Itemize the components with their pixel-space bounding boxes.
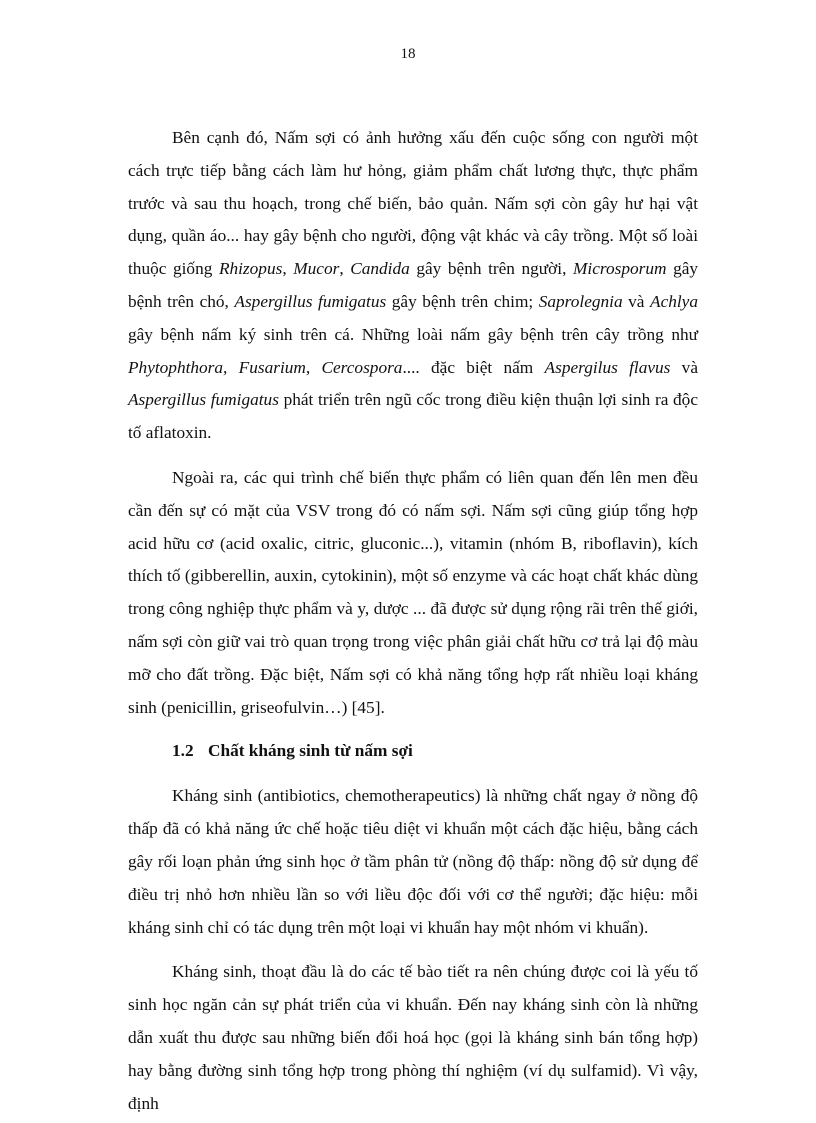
species-rhizopus: Rhizopus: [218, 259, 283, 279]
species-aspergilus-flavus: Aspergilus flavus: [544, 357, 671, 377]
paragraph-antibiotic-definition: Kháng sinh (antibiotics, chemotherapeutics) là những chất ngay ở nồng độ thấp đã có khả năng ức chế hoặc tiêu diệt vi khuẩn một cách đặc hiệu, bằng cách gây rối loạn phản ứng sinh học ở tầm phân tử (nồng độ thấp: nồng độ sử dụng để điều trị nhỏ hơn nhiều lần so với liều độc đối với cơ thể người; đặc hiệu: mỗi kháng sinh chỉ có tác dụng trên một loại vi khuẩn hay một nhóm vi khuẩn).: [128, 786, 698, 937]
text-run: và: [670, 357, 698, 377]
text-run: và: [622, 291, 651, 311]
species-candida: Candida: [350, 259, 410, 279]
species-saprolegnia: Saprolegnia: [538, 291, 623, 311]
paragraph-fungi-benefits: Ngoài ra, các qui trình chế biến thực phẩm có liên quan đến lên men đều cần đến sự có mặt của VSV trong đó có nấm sợi. Nấm sợi cũng giúp tổng hợp acid hữu cơ (acid oxalic, citric, gluconic...), vitamin (nhóm B, riboflavin), kích thích tố (gibberellin, auxin, cytokinin), một số enzyme và các hoạt chất khác dùng trong công nghiệp thực phẩm và y, dược ... đã được sử dụng rộng rãi trên thế giới, nấm sợi còn giữ vai trò quan trọng trong việc phân giải chất hữu cơ trả lại độ màu mỡ cho đất trồng. Đặc biệt, Nấm sợi có khả năng tổng hợp rất nhiều loại kháng sinh (penicillin, griseofulvin…) [45].: [128, 467, 698, 717]
text-run: gây bệnh trên chim;: [386, 291, 539, 311]
section-number: 1.2: [172, 741, 194, 761]
text-run: phát triển trên ngũ cốc trong điều kiện thuận lợi sinh ra độc tố aflatoxin.: [128, 390, 698, 443]
species-aspergillus-fumigatus: Aspergillus fumigatus: [128, 390, 279, 410]
species-phytophthora: Phytophthora: [128, 357, 224, 377]
text-run: .... đặc biệt nấm: [402, 357, 545, 377]
text-run: gây bệnh trên chó,: [128, 259, 699, 311]
text-run: Bên cạnh đó, Nấm sợi có ảnh hưởng xấu đến cuộc sống con người một cách trực tiếp bằng cách làm hư hỏng, giảm phẩm chất lương thực, thực phẩm trước và sau thu hoạch, trong chế biến, bảo quản. Nấm sợi còn gây hư hại vật dụng, quần áo... hay gây bệnh cho người, động vật khác và cây trồng. Một số loài thuộc giống: [128, 128, 698, 279]
species-fusarium: Fusarium: [238, 357, 306, 377]
species-microsporum: Microsporum: [573, 259, 667, 279]
text-run: gây bệnh trên người,: [409, 259, 574, 279]
section-heading: [128, 736, 698, 766]
text-run: gây bệnh nấm ký sinh trên cá. Những loài nấm gây bệnh trên cây trồng như: [128, 324, 698, 344]
section-title: Chất kháng sinh từ nấm sợi: [208, 741, 413, 761]
page-content: [128, 0, 698, 1120]
paragraph-antibiotic-origin: Kháng sinh, thoạt đầu là do các tế bào tiết ra nên chúng được coi là yếu tố sinh học ngăn cản sự phát triển của vi khuẩn. Đến nay kháng sinh còn là những dẫn xuất thu được sau những biến đổi hoá học (gọi là kháng sinh bán tổng hợp) hay bằng đường sinh tổng hợp trong phòng thí nghiệm (ví dụ sulfamid). Vì vậy, định: [128, 962, 698, 1113]
species-mucor: Mucor: [293, 259, 340, 279]
species-cercospora: Cercospora: [321, 357, 403, 377]
species-aspergillus-fumigatus: Aspergillus fumigatus: [234, 291, 387, 311]
species-achlya: Achlya: [650, 291, 698, 311]
paragraph-fungi-harm: Bên cạnh đó, Nấm sợi có ảnh hưởng xấu đến cuộc sống con người một cách trực tiếp bằng cách làm hư hỏng, giảm phẩm chất lương thực, thực phẩm trước và sau thu hoạch, trong chế biến, bảo quản. Nấm sợi còn gây hư hại vật dụng, quần áo... hay gây bệnh cho người, động vật khác và cây trồng. Một số loài thuộc giống Rhizopus, Mucor, Candida gây bệnh trên người, Microsporum gây bệnh trên chó, Aspergillus fumigatus gây bệnh trên chim; Saprolegnia và Achlya gây bệnh nấm ký sinh trên cá. Những loài nấm gây bệnh trên cây trồng như Phytophthora, Fusarium, Cercospora.... đặc biệt nấm Aspergilus flavus và Aspergillus fumigatus phát triển trên ngũ cốc trong điều kiện thuận lợi sinh ra độc tố aflatoxin.: [128, 128, 699, 443]
page-number: 18: [400, 46, 416, 62]
